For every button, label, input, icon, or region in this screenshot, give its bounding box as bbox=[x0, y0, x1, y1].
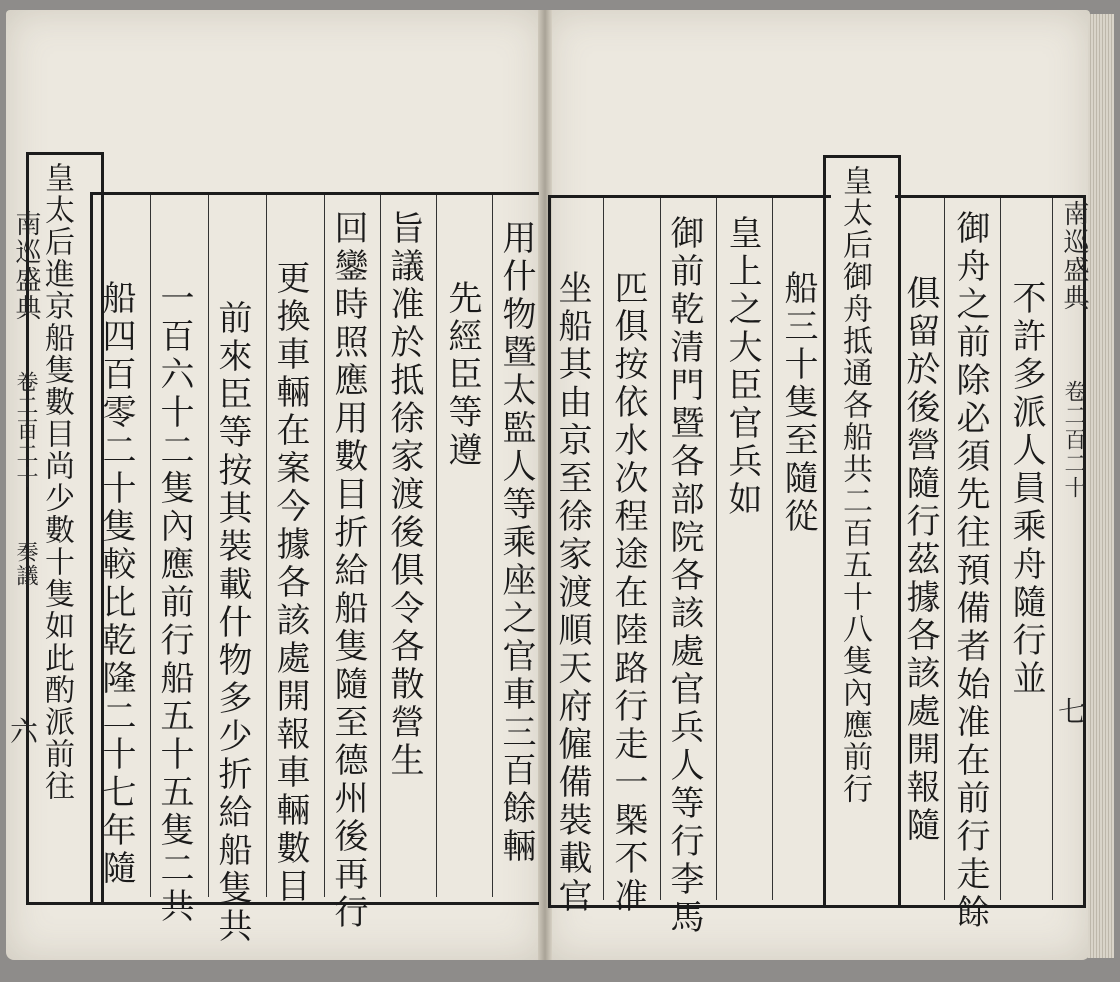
right-page-number: 七 bbox=[1058, 695, 1087, 728]
right-margin-title: 南巡盛典 bbox=[1059, 200, 1089, 312]
left-column-2: 先經臣等遵 bbox=[442, 280, 482, 470]
left-column-4: 回鑾時照應用數目折給船隻隨至德州後再行 bbox=[328, 210, 368, 932]
left-column-9: 皇太后進京船隻數目尚少數十隻如此酌派前往 bbox=[39, 162, 74, 802]
left-column-8: 船四百零二十隻較比乾隆二十七年隨 bbox=[96, 280, 136, 888]
left-page-number: 六 bbox=[10, 715, 39, 748]
left-column-7: 一百六十二隻內應前行船五十五隻二共 bbox=[154, 280, 194, 926]
right-column-6: 皇上之大臣官兵如 bbox=[722, 215, 762, 519]
right-margin-volume: 卷二百二十 bbox=[1061, 380, 1086, 500]
right-column-1: 不許多派人員乘舟隨行並 bbox=[1006, 280, 1046, 698]
right-column-8: 匹俱按依水次程途在陸路行走一槩不准 bbox=[608, 270, 648, 916]
left-margin-section: 奏議 bbox=[13, 540, 38, 588]
left-column-3: 旨議准於抵徐家渡後俱令各散營生 bbox=[384, 210, 424, 780]
right-column-2: 御舟之前除必須先往預備者始准在前行走餘 bbox=[950, 210, 990, 932]
right-column-5: 船三十隻至隨從 bbox=[778, 270, 818, 536]
left-column-6: 前來臣等按其裝載什物多少折給船隻共 bbox=[212, 300, 252, 946]
right-column-4: 皇太后御舟抵通各船共二百五十八隻內應前行 bbox=[837, 165, 872, 805]
right-column-9: 坐船其由京至徐家渡順天府僱備裝載官 bbox=[552, 270, 592, 916]
right-column-7: 御前乾清門暨各部院各該處官兵人等行李馬 bbox=[664, 215, 704, 937]
left-column-5: 更換車輛在案今據各該處開報車輛數目 bbox=[270, 260, 310, 906]
right-column-3: 俱留於後營隨行茲據各該處開報隨 bbox=[900, 275, 940, 845]
left-margin-volume: 卷二百二十 bbox=[13, 370, 38, 490]
page-edges bbox=[1088, 14, 1114, 958]
left-column-1: 用什物暨太監人等乘座之官車三百餘輛 bbox=[496, 220, 536, 866]
left-margin-title: 南巡盛典 bbox=[11, 210, 41, 322]
